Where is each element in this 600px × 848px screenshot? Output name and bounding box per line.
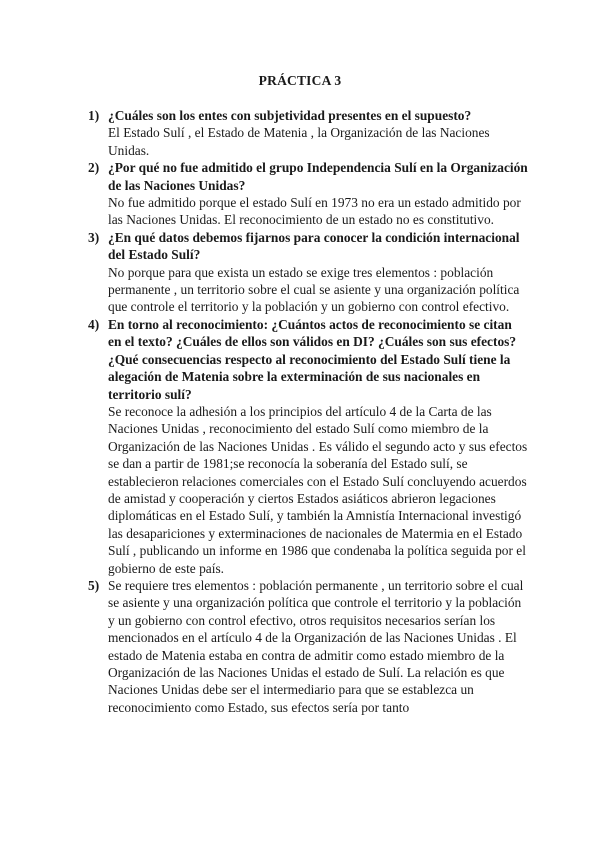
item-number: 3)	[88, 229, 100, 245]
item-number: 4)	[88, 316, 100, 332]
item-number: 5)	[88, 577, 100, 593]
list-item	[88, 159, 528, 229]
question-text: En torno al reconocimiento: ¿Cuántos actos de reconocimiento se citan en el texto? ¿Cuáles de ellos son válidos en DI? ¿Cuáles son sus efectos? ¿Qué consecuencias respecto al reconocimiento del Estado Sulí tiene la alegación de Matenia sobre la exterminación de sus nacionales en territorio sulí?	[108, 316, 517, 402]
question-text: ¿Cuáles son los entes con subjetividad presentes en el supuesto?	[108, 108, 472, 123]
document-title: PRÁCTICA 3	[258, 73, 342, 88]
item-number: 1)	[88, 108, 100, 123]
list-item	[88, 229, 528, 316]
list-item	[88, 107, 528, 159]
list-item	[88, 577, 528, 716]
list-item	[88, 316, 528, 577]
question-text: ¿Por qué no fue admitido el grupo Independencia Sulí en la Organización de las Naciones Unidas?	[108, 160, 528, 193]
answer-text: El Estado Sulí , el Estado de Matenia , la Organización de las Naciones Unidas.	[108, 125, 490, 158]
answer-text: Se reconoce la adhesión a los principios del artículo 4 de la Carta de las Naciones Unidas , reconocimiento del estado Sulí como miembro de la Organización de las Naciones Unidas . Es válido el segundo acto y sus efectos se dan a partir de 1981;se reconocía la soberanía del Estado sulí, se establecieron relaciones comerciales con el Estado Sulí concluyendo acuerdos de amistad y cooperación y ciertos Estados asiáticos abrieron legaciones diplomáticas en el Estado Sulí, y también la Amnistía Internacional investigó las desapariciones y exterminaciones de nacionales de Matermia en el Estado Sulí , publicando un informe en 1986 que condenaba la política seguida por el gobierno de este país.	[108, 403, 528, 576]
question-list	[88, 107, 528, 716]
item-number: 2)	[88, 160, 100, 176]
answer-text: No fue admitido porque el estado Sulí en 1973 no era un estado admitido por las Naciones Unidas. El reconocimiento de un estado no es constitutivo.	[108, 195, 521, 228]
question-text: ¿En qué datos debemos fijarnos para conocer la condición internacional del Estado Sulí?	[108, 229, 520, 263]
answer-text: No porque para que exista un estado se exige tres elementos : población permanente , un territorio sobre el cual se asiente y una organización política que controle el territorio y la población y un gobierno con control efectivo.	[108, 264, 520, 315]
answer-text: Se requiere tres elementos : población permanente , un territorio sobre el cual se asiente y una organización política que controle el territorio y la población y un gobierno con control efectivo, otros requisitos necesarios serían los mencionados en el artículo 4 de la Organización de las Naciones Unidas . El estado de Matenia estaba en contra de admitir como estado miembro de la Organización de las Naciones Unidas el estado de Sulí. La relación es que Naciones Unidas debe ser el intermediario para que se establezca un reconocimiento como Estado, sus efectos sería por tanto	[108, 577, 524, 715]
